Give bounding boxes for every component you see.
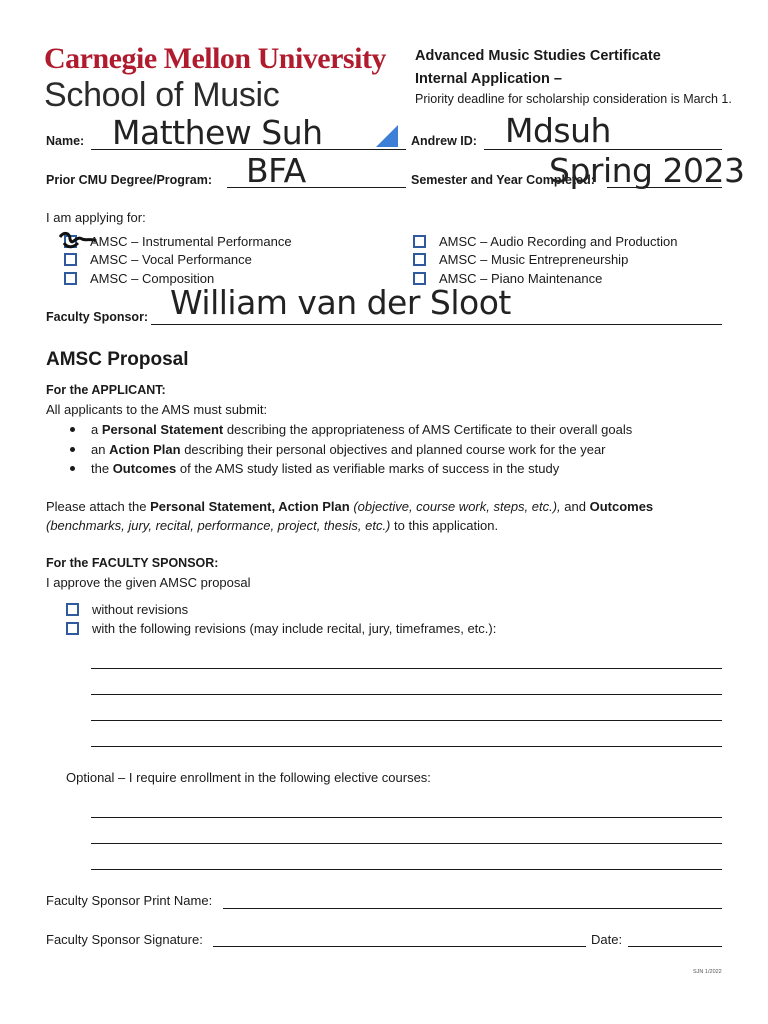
- andrew-id-value: Mdsuh: [505, 111, 611, 150]
- subtitle-dash: –: [549, 71, 562, 87]
- bullet-dot: [70, 466, 75, 471]
- option-vocal: AMSC – Vocal Performance: [90, 252, 252, 267]
- bullet-post: describing their personal objectives and planned course work for the year: [180, 442, 606, 457]
- attach-bold: Outcomes: [589, 499, 654, 514]
- signature-label: Faculty Sponsor Signature:: [46, 932, 203, 947]
- bullet-post: describing the appropriateness of AMS Certificate to their overall goals: [223, 422, 633, 437]
- approve-text: I approve the given AMSC proposal: [46, 575, 251, 590]
- bullet-bold: Personal Statement: [101, 422, 224, 437]
- attach-italic: (benchmarks, jury, recital, performance, project, thesis, etc.): [46, 518, 391, 533]
- document-title: Advanced Music Studies Certificate: [415, 48, 661, 64]
- applicant-heading: For the APPLICANT:: [46, 383, 166, 397]
- applicant-intro: All applicants to the AMS must submit:: [46, 402, 268, 417]
- date-label: Date:: [591, 932, 623, 947]
- attach-text: and: [560, 499, 590, 514]
- semester-value: Spring 2023: [549, 151, 745, 190]
- option-composition: AMSC – Composition: [90, 271, 215, 286]
- attach-text: Please attach the: [46, 499, 151, 514]
- revisions-line[interactable]: [91, 746, 722, 747]
- bullet-personal-statement: [91, 422, 632, 437]
- degree-label: Prior CMU Degree/Program:: [46, 173, 213, 187]
- attach-line-2: [46, 518, 498, 533]
- electives-line[interactable]: [91, 869, 722, 870]
- print-name-label: Faculty Sponsor Print Name:: [46, 893, 213, 908]
- print-name-line[interactable]: [223, 908, 722, 909]
- date-line[interactable]: [628, 946, 722, 947]
- bullet-pre: a: [91, 422, 102, 437]
- name-value: Matthew Suh: [112, 113, 323, 152]
- electives-line[interactable]: [91, 843, 722, 844]
- bullet-post: of the AMS study listed as verifiable marks of success in the study: [176, 461, 560, 476]
- faculty-sponsor-heading: For the FACULTY SPONSOR:: [46, 556, 219, 570]
- attach-italic: (objective, course work, steps, etc.),: [349, 499, 561, 514]
- sponsor-field-line[interactable]: [151, 324, 722, 325]
- checkbox-with-revisions[interactable]: [66, 622, 79, 635]
- university-logo-text: Carnegie Mellon University: [44, 42, 386, 75]
- school-name: School of Music: [44, 76, 280, 114]
- subtitle-text: Internal Application: [415, 71, 550, 87]
- bullet-outcomes: [91, 461, 559, 476]
- electives-line[interactable]: [91, 817, 722, 818]
- revisions-line[interactable]: [91, 694, 722, 695]
- bullet-action-plan: [91, 442, 606, 457]
- sponsor-value: William van der Sloot: [170, 283, 511, 322]
- document-subtitle: [415, 71, 562, 87]
- checkbox-vocal[interactable]: [64, 253, 77, 266]
- bullet-dot: [70, 427, 75, 432]
- bullet-bold: Action Plan: [109, 442, 181, 457]
- name-label: Name:: [46, 134, 85, 148]
- option-instrumental: AMSC – Instrumental Performance: [90, 234, 292, 249]
- revisions-line[interactable]: [91, 720, 722, 721]
- signature-line[interactable]: [213, 946, 586, 947]
- bullet-dot: [70, 447, 75, 452]
- bullet-bold: Outcomes: [112, 461, 177, 476]
- attach-bold: Personal Statement, Action Plan: [150, 499, 350, 514]
- checkbox-entrepreneurship[interactable]: [413, 253, 426, 266]
- option-audio-recording: AMSC – Audio Recording and Production: [439, 234, 678, 249]
- footer-code: SJN 1/2022: [693, 969, 722, 975]
- option-piano-maintenance: AMSC – Piano Maintenance: [439, 271, 603, 286]
- bullet-pre: an: [91, 442, 110, 457]
- bullet-pre: the: [91, 461, 113, 476]
- applying-intro: I am applying for:: [46, 210, 146, 225]
- proposal-heading: AMSC Proposal: [46, 349, 189, 370]
- checkbox-without-revisions[interactable]: [66, 603, 79, 616]
- andrew-id-label: Andrew ID:: [411, 134, 477, 148]
- sponsor-label: Faculty Sponsor:: [46, 310, 149, 324]
- checkbox-composition[interactable]: [64, 272, 77, 285]
- degree-value: BFA: [246, 151, 306, 190]
- option-entrepreneurship: AMSC – Music Entrepreneurship: [439, 252, 629, 267]
- checkbox-audio-recording[interactable]: [413, 235, 426, 248]
- option-with-revisions: with the following revisions (may include recital, jury, timeframes, etc.):: [92, 621, 497, 636]
- revisions-line[interactable]: [91, 668, 722, 669]
- attach-line-1: [46, 499, 653, 514]
- optional-electives-text: Optional – I require enrollment in the following elective courses:: [66, 770, 431, 785]
- semester-label: Semester and Year Completed:: [411, 173, 595, 187]
- attach-text: to this application.: [390, 518, 499, 533]
- deadline-note: Priority deadline for scholarship consideration is March 1.: [415, 92, 732, 106]
- option-without-revisions: without revisions: [92, 602, 189, 617]
- fill-marker-icon: [376, 125, 400, 147]
